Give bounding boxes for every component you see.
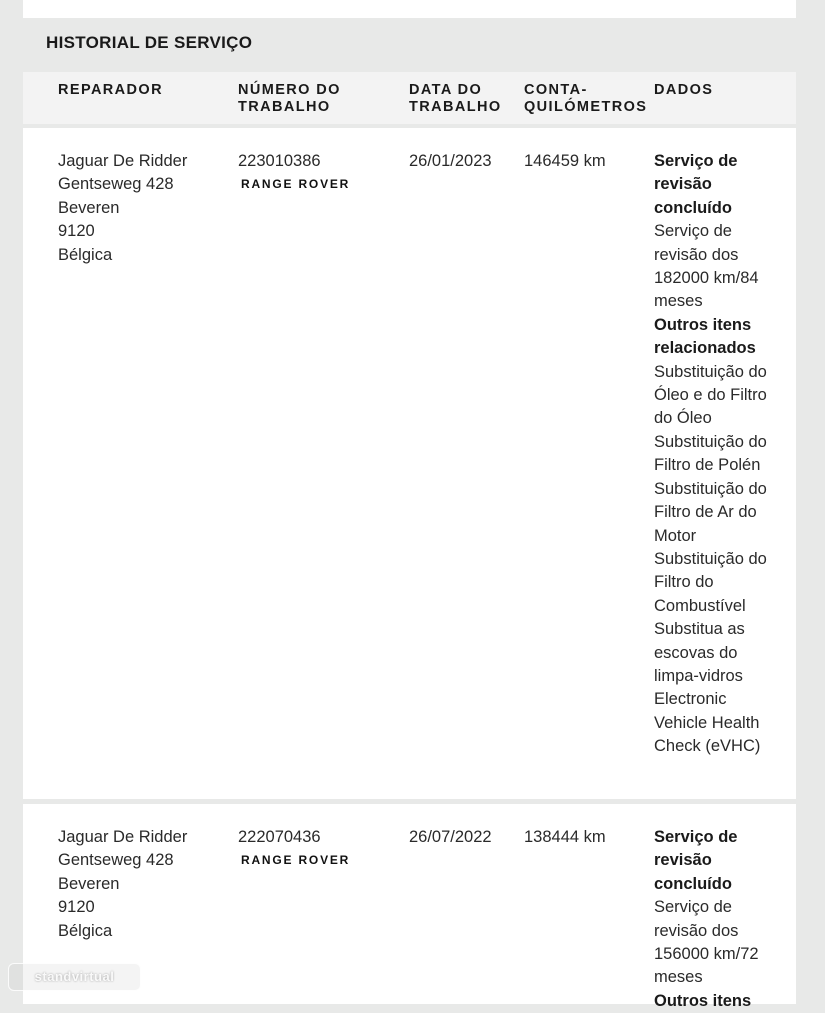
repairer-country: Bélgica — [58, 245, 113, 264]
table-header — [23, 72, 796, 124]
repairer-address — [58, 826, 233, 943]
repairer-country: Bélgica — [58, 921, 113, 940]
job-number: 223010386 — [238, 152, 321, 170]
header-job-number: NÚMERO DO TRABALHO — [238, 82, 341, 115]
repairer-street: Gentseweg 428 — [58, 851, 174, 870]
detail-item: Substituição do Filtro do Combustível — [654, 549, 767, 615]
job-number-cell — [238, 826, 398, 869]
detail-item: Electronic Vehicle Health Check (eVHC) — [654, 690, 761, 756]
repairer-city: Beveren — [58, 198, 120, 217]
detail-item: Substituição do Filtro de Ar do Motor — [654, 479, 767, 545]
standvirtual-watermark: standvirtual — [8, 963, 141, 991]
header-odometer: CONTA- QUILÓMETROS — [524, 82, 648, 115]
detail-item: Serviço de revisão concluído — [654, 152, 738, 217]
header-repairer: REPARADOR — [58, 82, 163, 98]
service-record — [23, 128, 796, 799]
header-details: DADOS — [654, 82, 714, 98]
repairer-postcode: 9120 — [58, 898, 95, 917]
job-date: 26/01/2023 — [409, 152, 492, 170]
repairer-city: Beveren — [58, 874, 120, 893]
detail-item: Substituição do Filtro de Polén — [654, 432, 767, 475]
repairer-name: Jaguar De Ridder — [58, 152, 188, 170]
detail-item: Substitua as escovas do limpa-vidros — [654, 620, 745, 685]
job-number: 222070436 — [238, 828, 321, 846]
job-date: 26/07/2022 — [409, 828, 492, 846]
repairer-street: Gentseweg 428 — [58, 175, 174, 194]
section-title: HISTORIAL DE SERVIÇO — [46, 33, 253, 52]
detail-item: Substituição do Óleo e do Filtro do Óleo — [654, 362, 767, 428]
range-rover-logo: RANGE ROVER — [241, 853, 351, 868]
odometer-value: 146459 km — [524, 152, 606, 170]
previous-card — [23, 0, 796, 18]
detail-item: Serviço de revisão concluído — [654, 828, 738, 893]
detail-item: Outros itens relacionados — [654, 315, 756, 358]
header-job-date: DATA DO TRABALHO — [409, 82, 502, 115]
repairer-postcode: 9120 — [58, 222, 95, 241]
detail-item: Outros itens — [654, 991, 752, 1010]
job-number-cell — [238, 150, 398, 193]
service-details — [654, 150, 779, 759]
repairer-name: Jaguar De Ridder — [58, 828, 188, 846]
repairer-address — [58, 150, 233, 267]
detail-item: Serviço de revisão dos 182000 km/84 meses — [654, 222, 759, 311]
odometer-value: 138444 km — [524, 828, 606, 846]
detail-item: Serviço de revisão dos 156000 km/72 meses — [654, 898, 759, 987]
range-rover-logo: RANGE ROVER — [241, 177, 351, 192]
service-details — [654, 826, 779, 1013]
